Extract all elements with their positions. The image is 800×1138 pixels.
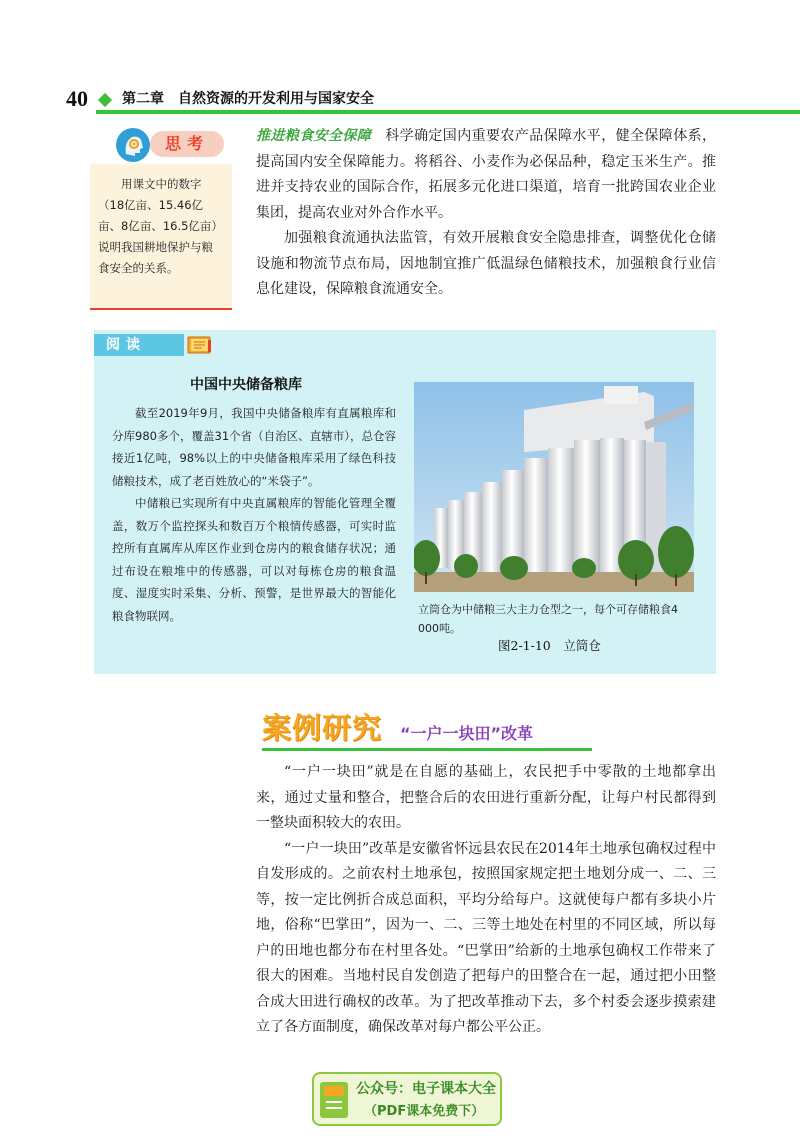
reading-tab: 阅读	[94, 334, 184, 356]
watermark-badge	[312, 1072, 502, 1126]
paragraph-1	[256, 124, 716, 226]
silo-photo	[414, 382, 694, 592]
paragraph-2: 加强粮食流通执法监管，有效开展粮食安全隐患排查，调整优化仓储设施和物流节点布局，因地制宜推广低温绿色储粮技术，加强粮食行业信息化建设，保障粮食流通安全。	[256, 230, 716, 297]
watermark-line-1: 公众号：电子课本大全	[356, 1081, 496, 1097]
paragraph-1-text: 科学确定国内重要农产品保障水平，健全保障体系，提高国内安全保障能力。将稻谷、小麦作为必保品种，稳定玉米生产。推进并支持农业的国际合作，拓展多元化进口渠道，培育一批跨国农业企业集团，提高农业对外合作水平。	[256, 128, 717, 221]
case-paragraph-2: “一户一块田”改革是安徽省怀远县农民在2014年土地承包确权过程中自发形成的。之前农村土地承包，按照国家规定把土地划分成一、二、三等，按一定比例折合成总面积，平均分给每户。这就使每户都有多块小片地，俗称“巴掌田”，因为一、二、三等土地处在村里的不同区域，所以每户的田地也都分布在村里各处。“巴掌田”给新的土地承包确权工作带来了很大的困难。当地村民自发创造了把每户的田整合在一起，通过把小田整合成大田进行确权的改革。为了把改革推动下去，多个村委会逐步摸索建立了各方面制度，确保改革对每户都公平公正。	[256, 840, 716, 1035]
case-paragraph-1: “一户一块田”就是在自愿的基础上，农民把手中零散的土地都拿出来，通过丈量和整合，把整合后的农田进行重新分配，让每户村民都得到一整块面积较大的农田。	[256, 764, 716, 831]
book-icon	[186, 334, 214, 360]
think-box: 用课文中的数字（18亿亩、15.46亿亩、8亿亩、16.5亿亩）说明我国耕地保护与粮食安全的关系。	[90, 164, 232, 310]
reading-paragraph-2: 中储粮已实现所有中央直属粮库的智能化管理全覆盖，数万个监控探头和数百万个粮情传感器，可实时监控所有直属库从库区作业到仓房内的粮食储存状况；通过布设在粮堆中的传感器，可以对每栋仓房的粮食温度、湿度实时采集、分析、预警，是世界最大的智能化粮食物联网。	[112, 496, 396, 623]
chapter-title: 第二章 自然资源的开发利用与国家安全	[122, 91, 374, 107]
reading-body	[112, 402, 396, 627]
reading-title: 中国中央储备粮库	[190, 377, 302, 393]
case-study-subtitle: “一户一块田”改革	[396, 722, 566, 746]
page-header	[0, 0, 800, 118]
head-gear-icon	[116, 128, 150, 162]
figure-label: 图2-1-10 立筒仓	[498, 638, 601, 653]
header-divider	[96, 110, 800, 114]
section-lead: 推进粮食安全保障	[256, 128, 372, 144]
reading-paragraph-1: 截至2019年9月，我国中央储备粮库有直属粮库和分库980多个，覆盖31个省（自治区、直辖市），总仓容接近1亿吨，98%以上的中央储备粮库采用了绿色科技储粮技术，成了老百姓放心的“米袋子”。	[112, 406, 396, 488]
think-title: 思考	[150, 131, 224, 157]
main-body	[256, 124, 716, 303]
case-study-divider	[262, 748, 592, 751]
case-study-title: 案例研究	[262, 711, 383, 745]
diamond-icon	[98, 93, 112, 107]
watermark-line-2: （PDF课本免费下）	[364, 1104, 485, 1119]
page-number: 40	[66, 86, 88, 111]
case-study-body	[256, 760, 716, 1041]
photo-caption: 立筒仓为中储粮三大主力仓型之一，每个可存储粮食4 000吨。	[418, 603, 678, 635]
textbook-icon	[318, 1080, 352, 1124]
